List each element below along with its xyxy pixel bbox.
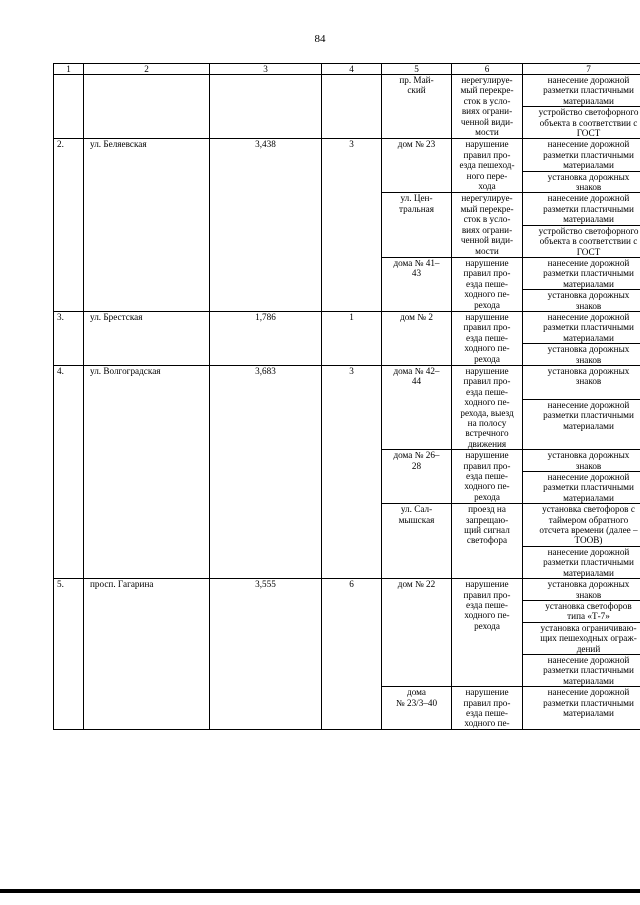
measure: устройство светофорного объекта в соответствии с ГОСТ [523, 225, 640, 257]
location: дома № 23/3–40 [382, 687, 452, 730]
measure: нанесение дорожной разметки пластичными материалами [523, 193, 640, 225]
measure: нанесение дорожной разметки пластичными материалами [523, 139, 640, 171]
street-name: ул. Беляевская [84, 139, 210, 312]
road-safety-table [53, 63, 640, 730]
header-cell: 1 [54, 64, 84, 75]
incident-count: 6 [322, 579, 382, 730]
incident-count: 1 [322, 311, 382, 365]
row-number [54, 75, 84, 139]
street-length [210, 75, 322, 139]
street-name: ул. Брестская [84, 311, 210, 365]
header-cell: 7 [523, 64, 640, 75]
measure: нанесение дорожной разметки пластичными материалами [523, 311, 640, 343]
incident-count: 3 [322, 139, 382, 312]
measure: устройство светофорного объекта в соответствии с ГОСТ [523, 107, 640, 139]
header-cell: 6 [452, 64, 523, 75]
violation: нарушение правил про- езда пеше- ходного пе- рехода, выезд на полосу встречного движения [452, 365, 523, 449]
street-length: 3,555 [210, 579, 322, 730]
street-name: ул. Волгоградская [84, 365, 210, 578]
row-number: 2. [54, 139, 84, 312]
location: дом № 22 [382, 579, 452, 687]
incident-count [322, 75, 382, 139]
measure: нанесение дорожной разметки пластичными материалами [523, 546, 640, 578]
measure: нанесение дорожной разметки пластичными материалами [523, 687, 640, 730]
measure: установка дорожных знаков [523, 290, 640, 312]
table-row [54, 139, 640, 171]
violation: нерегулируе- мый перекре- сток в усло- виях ограни- ченной види- мости [452, 193, 523, 257]
measure: нанесение дорожной разметки пластичными материалами [523, 257, 640, 289]
measure: нанесение дорожной разметки пластичными материалами [523, 75, 640, 107]
measure: установка ограничиваю- щих пешеходных ограж- дений [523, 622, 640, 654]
violation: нарушение правил про- езда пеше- ходного пе- рехода [452, 311, 523, 365]
street-name [84, 75, 210, 139]
table-row [54, 579, 640, 601]
table-row [54, 311, 640, 343]
location: пр. Май- ский [382, 75, 452, 139]
row-number: 4. [54, 365, 84, 578]
measure: нанесение дорожной разметки пластичными материалами [523, 399, 640, 449]
location: ул. Сал- мышская [382, 504, 452, 579]
measure: установка дорожных знаков [523, 171, 640, 193]
table-row [54, 365, 640, 399]
violation: нарушение правил про- езда пеше- ходного пе- рехода [452, 450, 523, 504]
bottom-rule [0, 889, 640, 893]
row-number: 3. [54, 311, 84, 365]
incident-count: 3 [322, 365, 382, 578]
street-length: 1,786 [210, 311, 322, 365]
violation: нарушение правил про- езда пеше- ходного пе- рехода [452, 257, 523, 311]
header-cell: 2 [84, 64, 210, 75]
measure: установка светофоров с таймером обратного отсчета времени (далее – ТООВ) [523, 504, 640, 547]
street-name: просп. Гагарина [84, 579, 210, 730]
measure: установка светофоров типа «Т-7» [523, 600, 640, 622]
header-row [54, 64, 640, 75]
measure: нанесение дорожной разметки пластичными материалами [523, 654, 640, 686]
street-length: 3,438 [210, 139, 322, 312]
location: дома № 26– 28 [382, 450, 452, 504]
header-cell: 5 [382, 64, 452, 75]
violation: нерегулируе- мый перекре- сток в усло- виях ограни- ченной види- мости [452, 75, 523, 139]
measure: установка дорожных знаков [523, 579, 640, 601]
violation: нарушение правил про- езда пешеход- ного пере- хода [452, 139, 523, 193]
location: дома № 41– 43 [382, 257, 452, 311]
page-number: 84 [314, 33, 326, 45]
street-length: 3,683 [210, 365, 322, 578]
violation: нарушение правил про- езда пеше- ходного пе- рехода [452, 579, 523, 687]
measure: нанесение дорожной разметки пластичными материалами [523, 472, 640, 504]
location: дома № 42– 44 [382, 365, 452, 449]
row-number: 5. [54, 579, 84, 730]
location: дом № 23 [382, 139, 452, 193]
location: ул. Цен- тральная [382, 193, 452, 257]
measure: установка дорожных знаков [523, 365, 640, 399]
measure: установка дорожных знаков [523, 450, 640, 472]
location: дом № 2 [382, 311, 452, 365]
violation: нарушение правил про- езда пеше- ходного пе- [452, 687, 523, 730]
violation: проезд на запрещаю- щий сигнал светофора [452, 504, 523, 579]
header-cell: 3 [210, 64, 322, 75]
header-cell: 4 [322, 64, 382, 75]
measure: установка дорожных знаков [523, 344, 640, 366]
table-row [54, 75, 640, 107]
